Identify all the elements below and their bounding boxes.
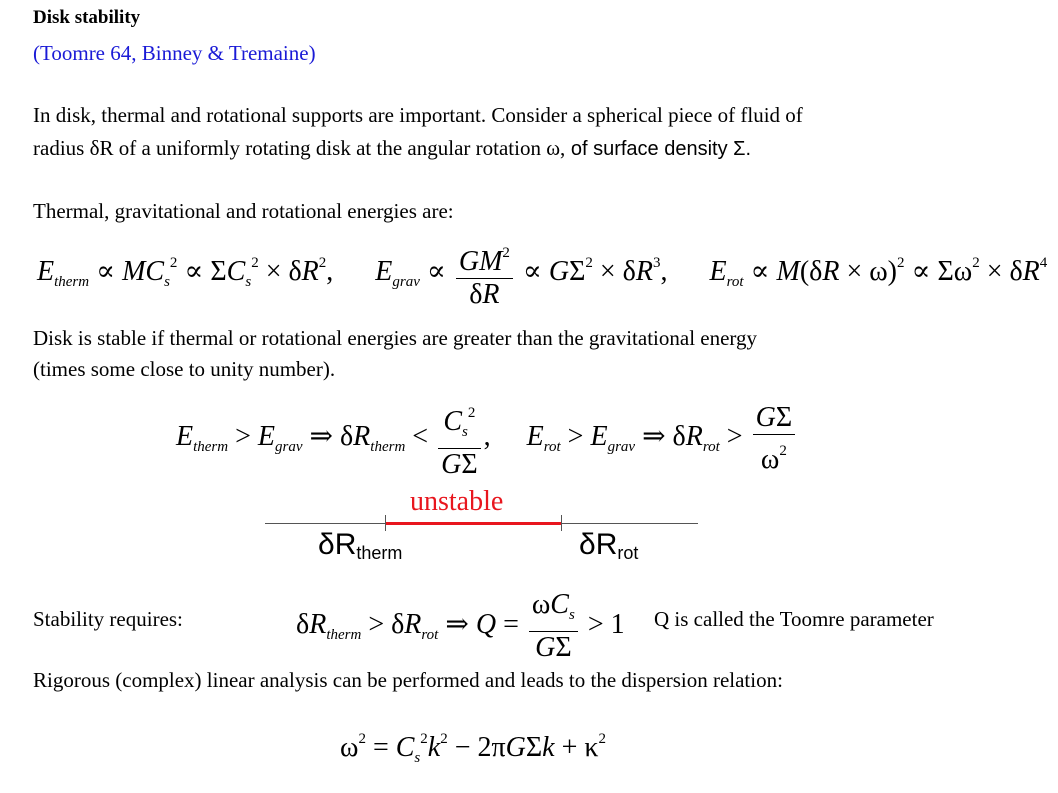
- toomre-note: Q is called the Toomre parameter: [654, 607, 934, 631]
- energy-equations: [37, 238, 1047, 310]
- unstable-label: unstable: [410, 486, 504, 517]
- stable-line-right: [562, 523, 698, 524]
- delta-r-rot-sub: rot: [617, 543, 639, 563]
- delta-r-therm-text: δR: [318, 528, 357, 561]
- thermal-size-condition: $E_{therm} > E_{grav}$ ⇒ $\delta R_{therm}$ < $\frac{C_s^2}{G\Sigma}$ ,: [176, 405, 491, 480]
- rotational-energy-equation: $E_{rot} \propto M(\delta R \times \omega)^2 \propto \Sigma\omega^2 \times \delta R^4$: [709, 255, 1048, 291]
- energies-label: Thermal, gravitational and rotational energies are:: [33, 199, 454, 223]
- delta-r-therm-label: [318, 528, 402, 564]
- size-condition-equations: [176, 398, 798, 480]
- stability-line-2: (times some close to unity number).: [33, 357, 336, 381]
- toomre-criterion-equation: $\delta R_{therm} > \delta R_{rot}$ ⇒ Q = $\frac{\omega C_s}{G\Sigma}$ > 1: [296, 589, 625, 663]
- intro-line-2-part-b: of surface density Σ.: [565, 138, 752, 160]
- reference-citation: (Toomre 64, Binney & Tremaine): [33, 41, 316, 65]
- intro-line-1: In disk, thermal and rotational supports are important. Consider a spherical piece of fluid of: [33, 103, 803, 127]
- dispersion-text: Rigorous (complex) linear analysis can be performed and leads to the dispersion relation:: [33, 668, 783, 692]
- intro-line-2-part-a: radius δR of a uniformly rotating disk at the angular rotation ω,: [33, 136, 566, 160]
- gravitational-energy-equation: $E_{grav}$ ∝ $\frac{GM^2}{\delta R}$ ∝ $G\Sigma^2 \times \delta R^3$,: [375, 245, 668, 310]
- dispersion-relation-equation: $\omega^2 = C_s^2k^2 - 2\pi G\Sigma k + \kappa^2$: [340, 731, 607, 766]
- right-tick: [561, 515, 562, 531]
- delta-r-rot-text: δR: [579, 528, 618, 561]
- unstable-segment: [386, 522, 562, 525]
- stability-line-1: Disk is stable if thermal or rotational energies are greater than the gravitational energy: [33, 326, 758, 350]
- rotational-size-condition: $E_{rot} > E_{grav}$ ⇒ $\delta R_{rot}$ > $\frac{G\Sigma}{\omega^2}$: [527, 421, 799, 452]
- page-title: Disk stability: [33, 7, 141, 28]
- thermal-energy-equation: $E_{therm} \propto MC_s^2 \propto \Sigma C_s^2 \times \delta R^2$,: [37, 255, 334, 291]
- intro-line-2: [33, 135, 751, 162]
- delta-r-therm-sub: therm: [356, 543, 403, 563]
- stable-line-left: [265, 523, 385, 524]
- stability-requires-label: Stability requires:: [33, 607, 183, 631]
- delta-r-rot-label: [579, 528, 638, 564]
